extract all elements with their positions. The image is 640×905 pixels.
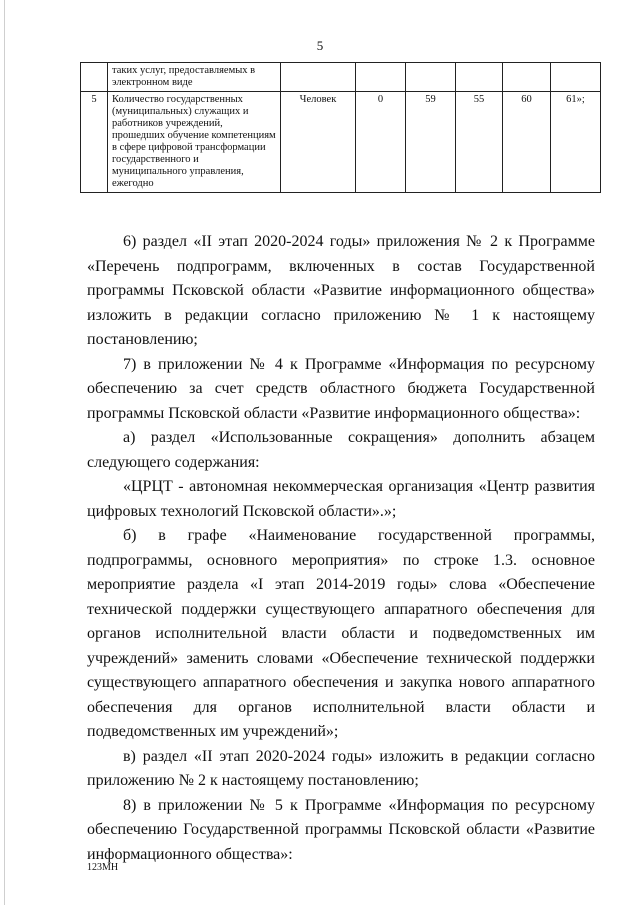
document-code: 123МН xyxy=(87,862,119,873)
table-row xyxy=(81,63,601,92)
row-description: таких услуг, предоставляемых в электронном виде xyxy=(108,63,281,92)
paragraph: а) раздел «Использованные сокращения» дополнить абзацем следующего содержания: xyxy=(87,429,595,471)
row-unit xyxy=(281,63,356,92)
row-unit: Человек xyxy=(281,92,356,193)
row-value xyxy=(356,63,406,92)
table-row xyxy=(81,92,601,193)
page-number: 5 xyxy=(316,38,324,53)
row-number: 5 xyxy=(81,92,108,193)
row-value: 60 xyxy=(503,92,551,193)
page-edge xyxy=(4,0,5,905)
row-value xyxy=(456,63,503,92)
row-value xyxy=(406,63,456,92)
paragraph: «ЦРЦТ - автономная некоммерческая организация «Центр развития цифровых технологий Псковской области».»; xyxy=(87,478,595,520)
paragraph: 8) в приложении № 5 к Программе «Информация по ресурсному обеспечению Государственной программы Псковской области «Развитие информационного общества»: xyxy=(87,796,595,863)
paragraph: 6) раздел «II этап 2020-2024 годы» приложения № 2 к Программе «Перечень подпрограмм, включенных в состав Государственной программы Псковской области «Развитие информационного общества» изложить в редакции согласно приложению № 1 к настоящему постановлению; xyxy=(87,233,595,348)
row-value: 59 xyxy=(406,92,456,193)
paragraph: б) в графе «Наименование государственной программы, подпрограммы, основного мероприятия» по строке 1.3. основное мероприятие раздела «I этап 2014-2019 годы» слова «Обеспечение технической поддержки существующего аппаратного обеспечения для органов исполнительной власти области и подведомственных им учреждений» заменить словами «Обеспечение технической поддержки существующего аппаратного обеспечения и закупка нового аппаратного обеспечения для органов исполнительной власти области и подведомственных им учреждений»; xyxy=(87,527,595,740)
row-description: Количество государственных (муниципальных) служащих и работников учреждений, прошедших обучение компетенциям в сфере цифровой трансформации государственного и муниципального управления, ежегодно xyxy=(108,92,281,193)
paragraph: 7) в приложении № 4 к Программе «Информация по ресурсному обеспечению за счет средств областного бюджета Государственной программы Псковской области «Развитие информационного общества»: xyxy=(87,355,595,422)
row-value: 55 xyxy=(456,92,503,193)
paragraph: в) раздел «II этап 2020-2024 годы» изложить в редакции согласно приложению № 2 к настоящему постановлению; xyxy=(87,747,595,789)
row-value: 61»; xyxy=(551,92,601,193)
row-value: 0 xyxy=(356,92,406,193)
indicators-table xyxy=(80,62,601,193)
row-value xyxy=(503,63,551,92)
document-body xyxy=(87,230,595,867)
row-number xyxy=(81,63,108,92)
row-value xyxy=(551,63,601,92)
